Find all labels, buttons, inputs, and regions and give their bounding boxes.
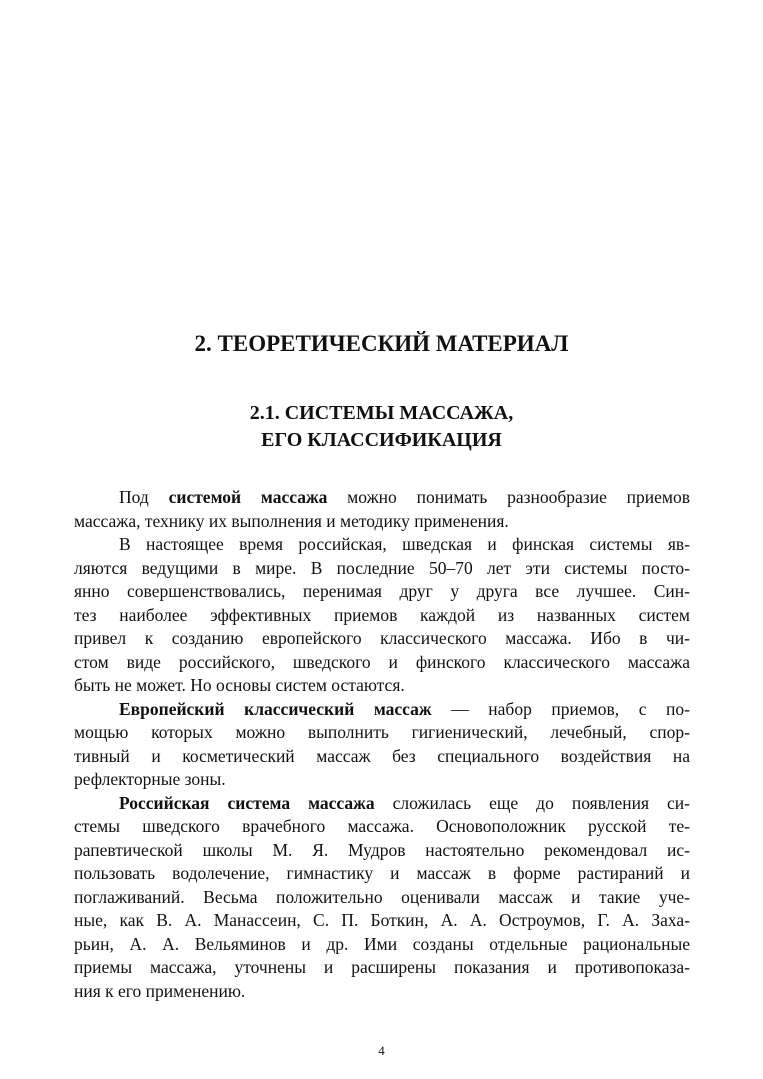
text-run: — набор приемов, с по- <box>431 698 690 719</box>
text-run: мощью которых можно выполнить гигиенический, лечебный, спор- <box>74 722 690 742</box>
text-run: стом виде российского, шведского и финского классического массажа <box>74 651 690 672</box>
text-line <box>74 886 690 910</box>
text-run: янно совершенствовались, перенимая друг у друга все лучшее. Син- <box>74 581 690 601</box>
text-line <box>74 674 690 698</box>
text-run: поглаживаний. Весьма положительно оценивали массаж и такие уче- <box>74 886 690 907</box>
text-run: массажа, технику их выполнения и методику применения. <box>74 510 509 531</box>
text-run: тез наиболее эффективных приемов каждой из названных систем <box>74 604 690 625</box>
text-line <box>74 580 690 604</box>
text-run: рапевтической школы М. Я. Мудров настоятельно рекомендовал ис- <box>74 839 690 860</box>
bold-term: системой массажа <box>168 487 328 507</box>
text-line <box>74 557 690 581</box>
text-run: ляются ведущими в мире. В последние 50–70 лет эти системы посто- <box>74 557 690 578</box>
text-line <box>74 604 690 628</box>
text-line <box>74 745 690 769</box>
text-line <box>74 533 690 557</box>
text-line <box>74 651 690 675</box>
text-run: быть не может. Но основы систем остаются. <box>74 675 405 695</box>
text-line <box>74 933 690 957</box>
text-run: можно понимать разнообразие приемов <box>327 487 690 507</box>
text-line <box>74 815 690 839</box>
paragraph <box>74 533 690 698</box>
section-title-line-1: 2.1. СИСТЕМЫ МАССАЖА, <box>249 402 514 424</box>
text-run: рефлекторные зоны. <box>74 769 226 789</box>
text-run: приемы массажа, уточнены и расширены показания и противопоказа- <box>74 957 690 977</box>
section-title-line-2: ЕГО КЛАССИФИКАЦИЯ <box>261 429 502 451</box>
text-run: привел к созданию европейского классического массажа. Ибо в чи- <box>74 628 690 648</box>
text-run: тивный и косметический массаж без специального воздействия на <box>74 745 690 766</box>
text-line <box>74 909 690 933</box>
bold-term: Европейский классический массаж <box>119 698 432 719</box>
text-line <box>74 627 690 651</box>
text-line <box>74 510 690 534</box>
text-line <box>74 768 690 792</box>
text-run: В настоящее время российская, шведская и финская системы яв- <box>119 534 690 554</box>
paragraph <box>74 486 690 533</box>
text-line <box>74 839 690 863</box>
chapter-title: 2. ТЕОРЕТИЧЕСКИЙ МАТЕРИАЛ <box>194 331 569 356</box>
text-run: рьин, А. А. Вельяминов и др. Ими созданы отдельные рациональные <box>74 933 690 954</box>
page-number: 4 <box>378 1043 385 1058</box>
paragraph <box>74 792 690 1004</box>
text-run: ные, как В. А. Манассеин, С. П. Боткин, А. А. Остроумов, Г. А. Заха- <box>74 910 690 930</box>
text-line <box>74 956 690 980</box>
paragraph <box>74 698 690 792</box>
text-line <box>74 486 690 510</box>
text-line <box>74 721 690 745</box>
text-run: ния к его применению. <box>74 980 246 1001</box>
text-run: пользовать водолечение, гимнастику и массаж в форме растираний и <box>74 863 690 883</box>
section-title <box>0 400 763 454</box>
text-line <box>74 792 690 816</box>
text-run: стемы шведского врачебного массажа. Основоположник русской те- <box>74 816 690 836</box>
text-run: Под <box>119 487 169 507</box>
text-line <box>74 698 690 722</box>
text-run: сложилась еще до появления си- <box>374 792 690 813</box>
text-line <box>74 862 690 886</box>
text-line <box>74 980 690 1004</box>
body-text <box>74 486 690 1003</box>
bold-term: Российская система массажа <box>119 792 375 813</box>
